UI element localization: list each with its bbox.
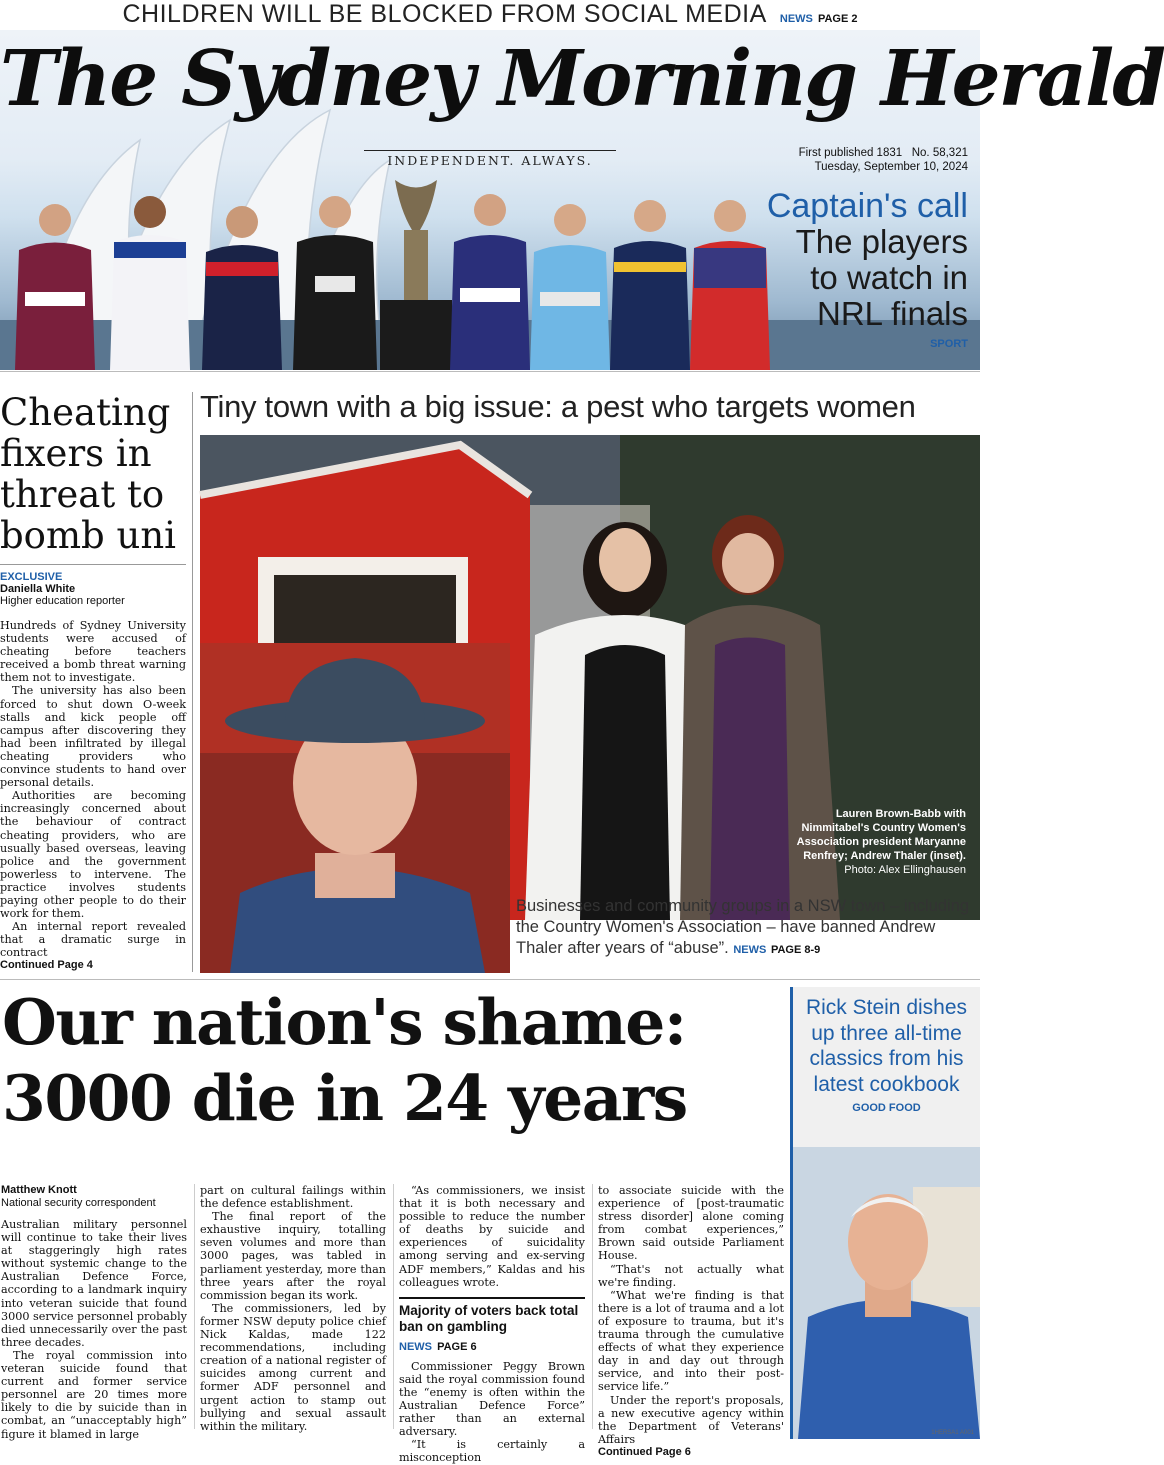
gambling-promo-headline: Majority of voters back total ban on gambling bbox=[399, 1302, 579, 1334]
paragraph: Hundreds of Sydney University students were accused of cheating before teachers received a bomb threat warning them not to investigate. bbox=[0, 619, 186, 685]
sport-promo-line1: The players bbox=[795, 223, 968, 260]
publication-info bbox=[799, 146, 968, 174]
sport-promo[interactable] bbox=[767, 188, 968, 352]
column-body bbox=[399, 1184, 585, 1289]
main-story-column-4 bbox=[598, 1184, 784, 1458]
main-story-column-1 bbox=[1, 1184, 187, 1441]
feature-headline[interactable]: Tiny town with a big issue: a pest who targets women bbox=[200, 389, 916, 424]
column-body bbox=[598, 1184, 784, 1446]
rick-stein-photo bbox=[793, 1147, 980, 1439]
paragraph: The final report of the exhaustive inquiry, totalling seven volumes and more than 3000 pages, was tabled in parliament yesterday, more than three years after the royal commission began its work. bbox=[200, 1210, 386, 1302]
column-divider bbox=[192, 392, 193, 972]
paragraph: “That's not actually what we're finding. bbox=[598, 1262, 784, 1289]
main-byline-role: National security correspondent bbox=[1, 1197, 156, 1209]
paragraph: Australian military personnel will continue to take their lives at staggeringly high rates without systemic change to the Australian Defence Force, according to a landmark inquiry into veteran suicide that found 3000 service personnel probably died unnecessarily over the past three decades. bbox=[1, 1218, 187, 1349]
inset-photo[interactable] bbox=[200, 643, 510, 973]
column-divider bbox=[592, 1184, 593, 1429]
main-story-column-2 bbox=[200, 1184, 386, 1433]
lead-headline-line: threat to bbox=[0, 473, 165, 516]
main-byline: Matthew Knott bbox=[1, 1184, 77, 1196]
divider bbox=[0, 371, 980, 372]
main-headline-line1: Our nation's shame: bbox=[2, 985, 686, 1059]
photo-credit: Photo: Alex Ellinghausen bbox=[844, 864, 966, 876]
good-food-promo[interactable] bbox=[790, 987, 980, 1439]
lead-body bbox=[0, 619, 186, 959]
gambling-promo-page: PAGE 6 bbox=[437, 1340, 477, 1353]
lead-story[interactable] bbox=[0, 392, 186, 971]
paragraph: An internal report revealed that a dramatic surge in contract bbox=[0, 920, 186, 960]
column-divider bbox=[393, 1184, 394, 1429]
lead-byline-role: Higher education reporter bbox=[0, 595, 125, 607]
column-body bbox=[200, 1184, 386, 1433]
lead-headline bbox=[0, 392, 186, 556]
teaser-text: CHILDREN WILL BE BLOCKED FROM SOCIAL MEDIA bbox=[122, 0, 767, 28]
paragraph: Under the report's proposals, a new executive agency within the Department of Veterans' Affairs bbox=[598, 1393, 784, 1446]
column-divider bbox=[194, 1184, 195, 1429]
gambling-story-promo[interactable] bbox=[399, 1297, 585, 1354]
lead-headline-line: bomb uni bbox=[0, 514, 176, 557]
top-teaser[interactable] bbox=[0, 0, 980, 28]
lead-byline: Daniella White bbox=[0, 583, 76, 595]
main-story-column-3 bbox=[399, 1184, 585, 1465]
paragraph: The commissioners, led by former NSW deputy police chief Nick Kaldas, made 122 recommendations, including creation of a national register of suicides among current and former ADF personnel and urgent action to stamp out bullying and sexual assault within the military. bbox=[200, 1301, 386, 1433]
standfirst-text: Businesses and community groups in a NSW town – including the Country Women's Association – have banned Andrew Thaler after years of “abuse”. bbox=[516, 897, 970, 957]
standfirst-pages[interactable]: PAGE 8-9 bbox=[770, 944, 821, 956]
good-food-section-label: GOOD FOOD bbox=[852, 1102, 921, 1114]
column-body bbox=[1, 1218, 187, 1441]
sport-section-label: SPORT bbox=[930, 338, 968, 350]
paragraph: part on cultural failings within the defence establishment. bbox=[200, 1184, 386, 1211]
column-body bbox=[399, 1360, 585, 1465]
divider bbox=[0, 979, 980, 980]
masthead-tagline: INDEPENDENT. ALWAYS. bbox=[364, 150, 616, 168]
sport-promo-kicker: Captain's call bbox=[766, 187, 968, 225]
masthead-title[interactable]: The Sydney Morning Herald bbox=[0, 34, 1164, 124]
lead-headline-line: Cheating bbox=[0, 391, 171, 434]
lead-continued-link[interactable]: Continued Page 4 bbox=[0, 959, 93, 972]
paragraph: Authorities are becoming increasingly concerned about the behaviour of contract cheating providers, who are usually based overseas, leaving police and the government powerless to intervene. The practice involves students paying other people to do their work for them. bbox=[0, 789, 186, 921]
paragraph: The university has also been forced to shut down O-week stalls and kick people off campus after discovering they had been infiltrated by illegal cheating providers who convince students to hand over personal details. bbox=[0, 684, 186, 790]
sport-promo-line3: NRL finals bbox=[817, 295, 968, 332]
issue-number: No. 58,321 bbox=[911, 147, 968, 159]
page-folio: 1HERSA1 A001 bbox=[931, 1430, 974, 1436]
paragraph: “As commissioners, we insist that it is both necessary and possible to reduce the number of deaths by suicide and experiences of suicidality among serving and ex-serving ADF members,” Kaldas and his colleagues wrote. bbox=[399, 1184, 585, 1289]
feature-standfirst bbox=[516, 896, 974, 961]
issue-date: Tuesday, September 10, 2024 bbox=[814, 161, 968, 173]
exclusive-kicker: EXCLUSIVE bbox=[0, 564, 186, 583]
paragraph: Commissioner Peggy Brown said the royal commission found the “enemy is often within the Australian Defence Force” rather than an external adversary. bbox=[399, 1359, 585, 1439]
teaser-section: NEWS bbox=[779, 13, 813, 25]
gambling-promo-section: NEWS bbox=[399, 1340, 432, 1353]
inset-photo-art bbox=[200, 643, 510, 973]
teaser-page: PAGE 2 bbox=[817, 13, 858, 25]
paragraph: to associate suicide with the experience of [post-traumatic stress disorder] alone coming from combat experiences,” Brown said outside Parliament House. bbox=[598, 1184, 784, 1263]
paragraph: “What we're finding is that there is a lot of trauma and a lot of exposure to trauma, but it's trauma through the cumulative effects of what they experience day in and day out through service, and into their post-service life.” bbox=[598, 1288, 784, 1394]
main-headline[interactable] bbox=[2, 984, 782, 1136]
paragraph: “It is certainly a misconception bbox=[399, 1438, 585, 1465]
paragraph: The royal commission into veteran suicide found that current and former service personnel are 20 times more likely to die by suicide than in combat, an “unacceptably high” figure it blamed in large bbox=[1, 1348, 187, 1441]
lead-headline-line: fixers in bbox=[0, 432, 152, 475]
caption-text: Lauren Brown-Babb with Nimmitabel's Country Women's Association president Maryanne Renfrey; Andrew Thaler (inset). bbox=[796, 808, 966, 862]
photo-caption bbox=[796, 807, 966, 877]
standfirst-section: NEWS bbox=[733, 944, 767, 956]
main-headline-line2: 3000 die in 24 years bbox=[2, 1061, 687, 1135]
good-food-promo-text: Rick Stein dishes up three all-time classics from his latest cookbook bbox=[805, 996, 968, 1096]
sport-promo-line2: to watch in bbox=[810, 259, 968, 296]
first-published: First published 1831 bbox=[798, 147, 903, 159]
main-continued-link[interactable]: Continued Page 6 bbox=[598, 1445, 691, 1458]
